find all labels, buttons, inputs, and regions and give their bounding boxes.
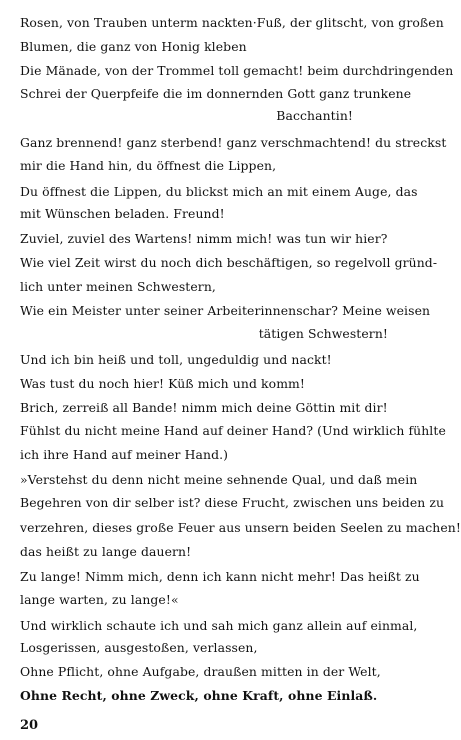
text-line: Ohne Recht, ohne Zweck, ohne Kraft, ohne Einlaß. [20, 688, 378, 703]
text-line: lich unter meinen Schwestern, [20, 279, 216, 294]
text-line: mit Wünschen beladen. Freund! [20, 206, 225, 221]
text-line: Zuviel, zuviel des Wartens! nimm mich! was tun wir hier? [20, 231, 388, 246]
text-line: Die Mänade, von der Trommel toll gemacht! beim durchdringenden [20, 63, 454, 78]
text-line: ich ihre Hand auf meiner Hand.) [20, 447, 229, 462]
text-line: Wie ein Meister unter seiner Arbeiterinnenschar? Meine weisen [20, 303, 431, 318]
text-line: Ganz brennend! ganz sterbend! ganz verschmachtend! du streckst [20, 135, 447, 150]
text-line: Brich, zerreiß all Bande! nimm mich deine Göttin mit dir! [20, 400, 388, 415]
text-line: Begehren von dir selber ist? diese Frucht, zwischen uns beiden zu [20, 495, 445, 510]
text-line: Du öffnest die Lippen, du blickst mich an mit einem Auge, das [20, 184, 418, 199]
text-line: Was tust du noch hier! Küß mich und komm! [20, 376, 305, 391]
text-line: Ohne Pflicht, ohne Aufgabe, draußen mitten in der Welt, [20, 664, 381, 679]
text-line: das heißt zu lange dauern! [20, 544, 192, 559]
text-line: »Verstehst du denn nicht meine sehnende Qual, und daß mein [20, 472, 418, 487]
text-line: Blumen, die ganz von Honig kleben [20, 39, 247, 54]
text-line: Und ich bin heiß und toll, ungeduldig und nackt! [20, 352, 332, 367]
text-line: verzehren, dieses große Feuer aus unsern beiden Seelen zu machen! [20, 520, 461, 535]
text-line: lange warten, zu lange!« [20, 592, 179, 607]
text-line: mir die Hand hin, du öffnest die Lippen, [20, 158, 277, 173]
text-line: Wie viel Zeit wirst du noch dich beschäftigen, so regelvoll gründ- [20, 255, 438, 270]
text-line: tätigen Schwestern! [258, 326, 388, 341]
page-number: 20 [20, 718, 39, 733]
text-line: Bacchantin! [276, 108, 353, 123]
text-line: Losgerissen, ausgestoßen, verlassen, [20, 640, 258, 655]
text-line: Rosen, von Trauben unterm nackten·Fuß, der glitscht, von großen [20, 15, 444, 30]
text-line: Schrei der Querpfeife die im donnernden Gott ganz trunkene [20, 86, 412, 101]
text-line: Zu lange! Nimm mich, denn ich kann nicht mehr! Das heißt zu [20, 569, 420, 584]
text-line: Und wirklich schaute ich und sah mich ganz allein auf einmal, [20, 618, 418, 633]
text-line: Fühlst du nicht meine Hand auf deiner Hand? (Und wirklich fühlte [20, 423, 446, 438]
